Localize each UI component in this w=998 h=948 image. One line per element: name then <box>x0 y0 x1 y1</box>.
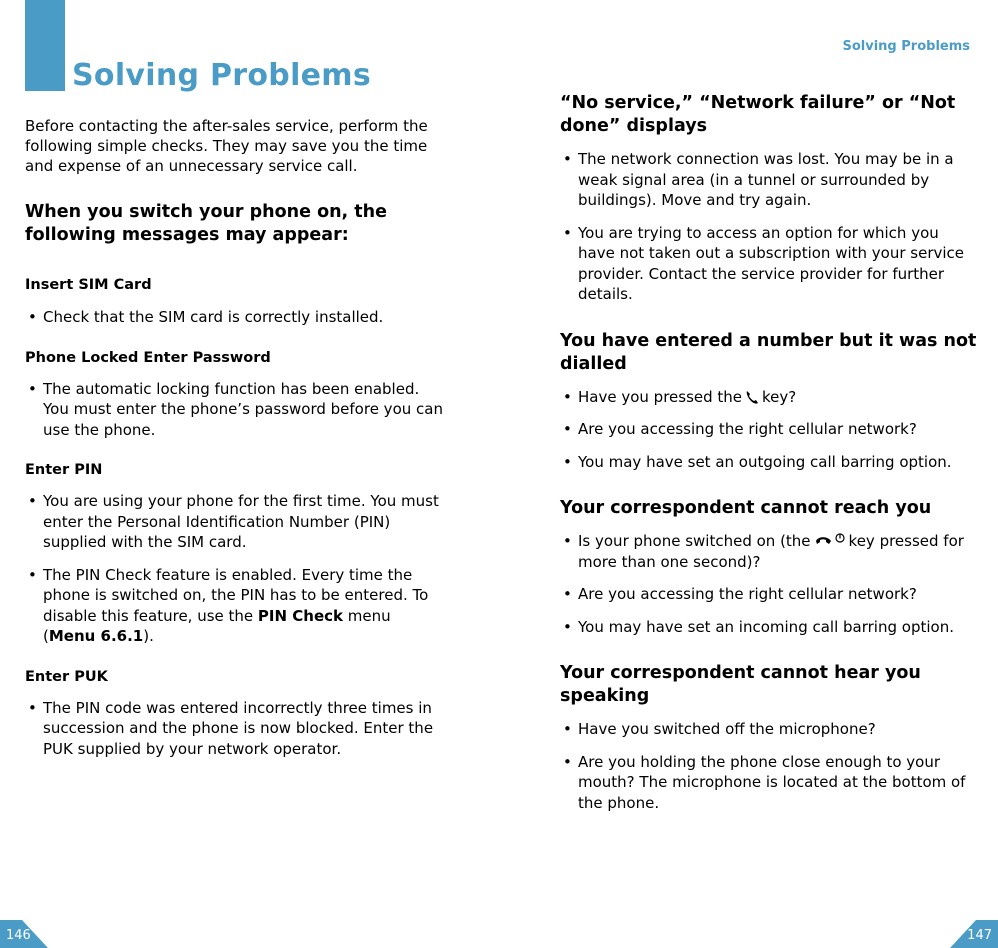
list-item: • You are using your phone for the first time. You must enter the Personal Identification Number (PIN) supplied with the SIM card. <box>25 491 445 553</box>
send-key-icon <box>744 389 760 405</box>
heading-cannot-reach: Your correspondent cannot reach you <box>560 498 932 518</box>
list-item: • The automatic locking function has been enabled. You must enter the phone’s password before you can use the phone. <box>25 379 445 441</box>
page-number-left-label: 146 <box>6 928 31 943</box>
list-item: • You may have set an incoming call barring option. <box>560 617 980 638</box>
list-item: • Are you holding the phone close enough to your mouth? The microphone is located at the bottom of the phone. <box>560 752 980 814</box>
list-item: • The network connection was lost. You may be in a weak signal area (in a tunnel or surrounded by buildings). Move and try again. <box>560 149 980 211</box>
list-item: • You are trying to access an option for which you have not taken out a subscription with your service provider. Contact the service provider for further details. <box>560 223 980 305</box>
send-key-text-2: key? <box>762 387 797 406</box>
heading-phone-locked: Phone Locked Enter Password <box>25 349 271 366</box>
end-power-key-icon <box>814 532 846 548</box>
pin-check-text-2: menu ( <box>43 606 391 645</box>
end-key-text-1: Is your phone switched on (the <box>578 532 811 550</box>
list-enter-pin <box>25 491 445 647</box>
list-cannot-hear <box>560 719 980 813</box>
page-title: Solving Problems <box>72 58 372 93</box>
title-accent-bar <box>25 0 65 91</box>
page-number-left <box>0 908 48 948</box>
right-page <box>499 0 998 948</box>
pin-check-menu-number: Menu 6.6.1 <box>48 627 144 645</box>
list-not-dialled <box>560 387 980 473</box>
list-item: • The PIN code was entered incorrectly three times in succession and the phone is now blocked. Enter the PUK supplied by your network operator. <box>25 698 445 760</box>
list-insert-sim <box>25 307 445 328</box>
heading-enter-puk: Enter PUK <box>25 668 108 685</box>
list-item: • Have you switched off the microphone? <box>560 719 980 740</box>
left-column <box>25 116 445 759</box>
list-item <box>560 531 980 572</box>
list-item: • Are you accessing the right cellular network? <box>560 419 980 440</box>
heading-no-service: “No service,” “Network failure” or “Not done” displays <box>560 93 956 136</box>
list-enter-puk <box>25 698 445 760</box>
page-number-right-label: 147 <box>967 928 992 943</box>
list-phone-locked <box>25 379 445 441</box>
list-item: • Are you accessing the right cellular network? <box>560 584 980 605</box>
section-heading-messages: When you switch your phone on, the following messages may appear: <box>25 202 387 245</box>
send-key-text-1: Have you pressed the <box>578 387 743 406</box>
pin-check-text-1: The PIN Check feature is enabled. Every time the phone is switched on, the PIN has to be entered. To disable this feature, use the <box>43 565 429 625</box>
list-cannot-reach <box>560 531 980 637</box>
running-head: Solving Problems <box>842 39 970 54</box>
heading-not-dialled: You have entered a number but it was not dialled <box>560 330 977 374</box>
page-number-right <box>950 908 998 948</box>
right-column <box>560 92 980 813</box>
pin-check-text-3: ). <box>143 627 154 645</box>
list-item <box>560 387 980 408</box>
heading-enter-pin: Enter PIN <box>25 462 103 478</box>
list-item: • Check that the SIM card is correctly installed. <box>25 307 445 328</box>
end-key-text-2: key pressed for more than one second)? <box>578 532 964 571</box>
list-item <box>25 565 445 647</box>
heading-cannot-hear: Your correspondent cannot hear you speaking <box>560 663 921 706</box>
intro-paragraph: Before contacting the after-sales service, perform the following simple checks. They may save you the time and expense of an unnecessary service call. <box>25 117 428 175</box>
list-item: • You may have set an outgoing call barring option. <box>560 452 980 473</box>
list-no-service <box>560 149 980 305</box>
pin-check-menu-name: PIN Check <box>257 606 343 625</box>
heading-insert-sim: Insert SIM Card <box>25 277 152 293</box>
